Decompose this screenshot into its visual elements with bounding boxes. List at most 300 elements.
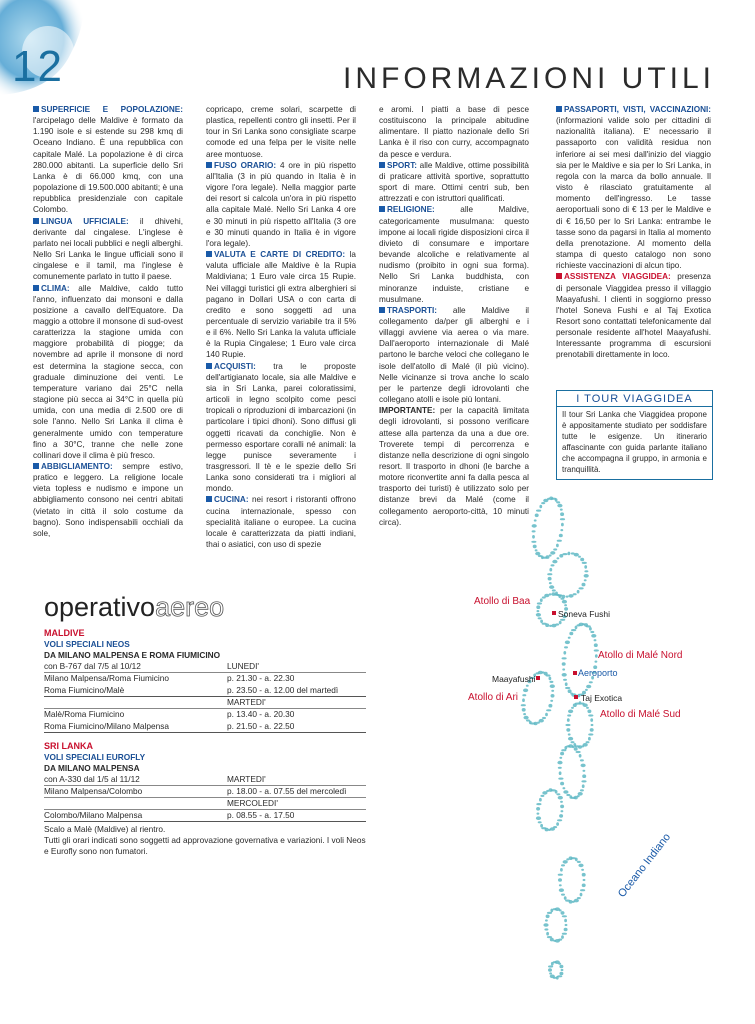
island-shape: [561, 935, 564, 939]
island-shape: [545, 674, 550, 676]
island-shape: [586, 707, 589, 709]
island-shape: [556, 544, 559, 548]
island-shape: [559, 965, 563, 969]
paragraph-clima: CLIMA: alle Maldive, caldo tutto l'anno, influenzato dai monsoni e dalla posizione a cavallo dell'Equatore. Da maggio a ottobre il monsone di sud-ovest caratterizza la stagione umida con maggiore probabilità di piogge; da novembre ad aprile il monsone di nord est determina la stagione secca, con graduale diminuzione dei venti. Le temperature variano dai 25°C nella stagione più secca ai 34°C in quella più umida, con una media di 2.500 ore di sole l'anno. Nello Sri Lanka il clima è generalmente umido con temperature fino a 30°C, tranne che nelle zone collinari dove il clima è più fresco.: [33, 283, 183, 460]
island-shape: [577, 861, 581, 863]
island-shape: [562, 662, 566, 666]
island-shape: [552, 560, 557, 564]
island-shape: [577, 897, 581, 899]
text-column-3: [379, 104, 529, 528]
island-shape: [565, 682, 568, 686]
bullet-square-icon: [556, 273, 562, 279]
text-column-1: [33, 104, 183, 539]
island-shape: [535, 552, 540, 556]
island-shape: [562, 668, 565, 670]
island-shape: [589, 627, 592, 631]
flight-row: [44, 685, 366, 697]
paragraph-valuta: VALUTA E CARTE DI CREDITO: la valuta ufficiale alle Maldive è la Rupia Maldiviana; 1 Euro vale circa 15 Rupie. Nei villaggi turistici gli extra alberghieri si pagano in Dollari USA o con carta di credito e sono soggetti ad una percentuale di servizio variabile tra il 5% e il 6%. Nello Sri Lanka la valuta ufficiale è la Rupia Cingalese; 1 Euro vale circa 140 Rupie.: [206, 250, 356, 360]
island-shape: [561, 894, 565, 896]
island-shape: [552, 589, 556, 591]
island-shape: [559, 534, 563, 538]
island-shape: [564, 919, 567, 923]
island-shape: [564, 928, 568, 932]
island-shape: [575, 626, 578, 630]
island-shape: [568, 594, 573, 598]
island-shape: [565, 924, 568, 926]
flight-time-cell: p. 13.40 - a. 20.30: [227, 709, 295, 719]
island-shape: [575, 858, 578, 862]
island-shape: [532, 524, 537, 528]
island-shape: [560, 619, 565, 621]
island-shape: [544, 928, 548, 930]
island-shape: [563, 790, 568, 794]
srilanka-subheading: VOLI SPECIALI EUROFLY: [44, 752, 146, 762]
island-shape: [557, 819, 562, 821]
flight-route-cell: Milano Malpensa/Roma Fiumicino: [44, 673, 169, 683]
island-shape: [561, 911, 565, 915]
island-shape: [568, 689, 572, 693]
island-shape: [562, 915, 567, 917]
flight-route-cell: con B-767 dal 7/5 al 10/12: [44, 661, 141, 671]
island-shape: [550, 684, 555, 688]
island-shape: [523, 713, 526, 715]
text-column-2: [206, 104, 356, 550]
island-shape: [560, 509, 563, 511]
srilanka-rows: [44, 774, 366, 822]
text-column-4: [556, 104, 711, 361]
paragraph-superficie: SUPERFICIE E POPOLAZIONE: l'arcipelago delle Maldive è formato da 1.190 isole e si estende su 298 kmq di Oceano Indiano. È una repubblica con capitale Malé. La popolazione è di circa 280.000 abitanti. La superficie dello Sri Lanka è di 66.000 kmq, con una popolazione di 19.500.000 abitanti; è una repubblica presidenziale con capitale Colombo.: [33, 105, 183, 215]
operativo-title-light: aereo: [155, 592, 225, 622]
island-shape: [549, 625, 552, 627]
island-shape: [582, 873, 586, 877]
island-shape: [556, 793, 560, 795]
island-shape: [578, 792, 583, 796]
maldive-heading: MALDIVE: [44, 628, 85, 638]
island-shape: [562, 553, 567, 555]
island-shape: [594, 639, 597, 641]
island-shape: [553, 548, 557, 550]
island-shape: [558, 796, 563, 800]
paragraph-lingua: LINGUA UFFICIALE: il dhivehi, derivante dal cingalese. L'inglese è parlato nei locali pubblici e negli alberghi. Nello Sri Lanka le lingue ufficiali sono il cingalese e il tamil, ma l'inglese è comunemente parlato in tutto il paese.: [33, 216, 183, 282]
flight-row: [44, 798, 366, 810]
island-shape: [526, 719, 530, 721]
bullet-square-icon: [33, 106, 39, 112]
label-atollo-ari: Atollo di Ari: [468, 692, 519, 703]
island-shape: [524, 716, 529, 720]
island-shape: [564, 896, 567, 900]
flight-row: [44, 661, 366, 673]
island-shape: [536, 510, 541, 512]
island-shape: [566, 794, 570, 796]
island-shape: [560, 868, 563, 872]
srilanka-route: DA MILANO MALPENSA: [44, 763, 140, 773]
flight-route-cell: Roma Fiumicino/Malè: [44, 685, 125, 695]
flight-route-cell: Malè/Roma Fiumicino: [44, 709, 125, 719]
island-shape: [589, 681, 593, 683]
island-shape: [572, 746, 575, 748]
island-shape: [536, 613, 541, 617]
island-shape: [581, 764, 586, 768]
island-shape: [582, 884, 586, 888]
island-shape: [550, 700, 553, 702]
page-number: 12: [12, 42, 63, 91]
island-shape: [536, 605, 540, 609]
flight-route-cell: [44, 697, 227, 708]
island-shape: [557, 761, 562, 765]
island-shape: [549, 593, 552, 595]
island-shape: [590, 728, 594, 732]
tour-box: [556, 390, 713, 480]
island-shape: [551, 624, 556, 628]
flight-route-cell: Milano Malpensa/Colombo: [44, 786, 143, 796]
island-shape: [547, 936, 552, 938]
flight-time-cell: p. 21.30 - a. 22.30: [227, 673, 295, 683]
island-shape: [549, 585, 554, 589]
bullet-square-icon: [206, 162, 212, 168]
flight-time-cell: MERCOLEDI': [227, 798, 278, 808]
island-shape: [536, 816, 541, 820]
label-aeroporto: Aeroporto: [578, 668, 618, 678]
island-shape: [526, 685, 529, 687]
paragraph-continued: e aromi. I piatti a base di pesce costituiscono la principale abitudine alimentare. Il piatto nazionale dello Sri Lanka è il riso con curry, accompagnato da pesce e verdura.: [379, 105, 529, 159]
island-shape: [574, 553, 579, 557]
flight-route-cell: Roma Fiumicino/Milano Malpensa: [44, 721, 169, 731]
island-shape: [549, 681, 553, 683]
bullet-square-icon: [206, 496, 212, 502]
island-shape: [576, 751, 581, 753]
map-islands: [521, 497, 599, 980]
island-shape: [546, 915, 550, 919]
operativo-title: [44, 592, 224, 623]
island-shape: [557, 557, 560, 559]
bullet-square-icon: [379, 162, 385, 168]
island-shape: [562, 657, 567, 659]
island-shape: [568, 737, 573, 741]
island-shape: [595, 661, 598, 663]
island-shape: [538, 821, 542, 823]
island-shape: [588, 733, 593, 735]
island-shape: [577, 590, 580, 594]
island-shape: [559, 814, 563, 818]
flight-row: [44, 774, 366, 786]
island-shape: [559, 888, 564, 892]
marker-maayafushi: [536, 676, 540, 680]
island-shape: [558, 778, 563, 780]
island-shape: [535, 549, 538, 551]
island-shape: [539, 505, 542, 509]
island-shape: [559, 884, 562, 886]
flight-route-cell: [44, 798, 227, 809]
srilanka-heading: SRI LANKA: [44, 741, 93, 751]
label-atollo-male-sud: Atollo di Malé Sud: [600, 709, 681, 720]
island-shape: [581, 780, 586, 782]
flight-row: [44, 697, 366, 709]
tour-text: Il tour Sri Lanka che Viaggidea propone è appositamente studiato per soddisfare tutte le esigenze. Un itinerario affascinante con guida parlante italiano che accompagna il gruppo, in armonia e tranquillità.: [562, 410, 707, 474]
paragraph-trasporti: TRASPORTI: alle Maldive il collegamento da/per gli alberghi e i villaggi avviene via aerea o via mare. Dall'aeroporto internazionale di Malé partono le barche veloci che collegano le isole dell'atollo di Malé (il più vicino). Nelle vicinanze si trova anche lo scalo per le partenze degli idrovolanti che collegano atolli e isole più lontani.: [379, 305, 529, 405]
island-shape: [542, 623, 547, 625]
island-shape: [582, 562, 587, 564]
flight-time-cell: MARTEDI': [227, 697, 266, 707]
island-shape: [561, 969, 564, 971]
operativo-title-bold: operativo: [44, 592, 156, 622]
island-shape: [559, 621, 562, 625]
island-shape: [522, 698, 525, 702]
island-shape: [563, 787, 566, 789]
island-shape: [571, 707, 574, 709]
island-shape: [582, 774, 586, 778]
tour-heading: I TOUR VIAGGIDEA: [557, 391, 712, 407]
island-shape: [548, 965, 553, 967]
paragraph-religione: RELIGIONE: alle Maldive, categoricamente musulmana: questo impone ai locali rigide disposizioni circa il divieto di consumare e importare bevande alcoliche e relativamente al nudismo (proibito in ogni sua forma). Nello Sri Lanka buddhista, con minoranze induiste, cristiane e musulmane.: [379, 205, 529, 304]
island-shape: [537, 602, 542, 604]
island-shape: [537, 813, 540, 815]
island-shape: [551, 564, 555, 566]
island-shape: [542, 717, 546, 719]
flight-time-cell: p. 18.00 - a. 07.55 del mercoledì: [227, 786, 347, 796]
island-shape: [560, 782, 564, 786]
bullet-square-icon: [379, 206, 385, 212]
island-shape: [546, 932, 549, 936]
flight-row: [44, 673, 366, 685]
island-shape: [568, 733, 571, 735]
island-shape: [532, 535, 535, 539]
paragraph-cucina: CUCINA: nei resort i ristoranti offrono cucina internazionale, spesso con specialità italiane o europee. La cucina locale è caratterizzata da piatti indiani, thai o asiatici, con uso di spezie: [206, 495, 356, 550]
island-shape: [562, 600, 567, 604]
island-shape: [580, 759, 584, 761]
island-shape: [560, 801, 563, 803]
island-shape: [557, 504, 562, 508]
island-shape: [569, 795, 572, 799]
island-shape: [558, 767, 562, 769]
island-shape: [557, 540, 562, 542]
island-shape: [558, 595, 561, 599]
island-shape: [547, 573, 552, 575]
island-shape: [588, 714, 593, 716]
flight-time-cell: LUNEDI': [227, 661, 260, 671]
island-shape: [566, 728, 570, 732]
island-shape: [522, 694, 526, 696]
island-shape: [584, 574, 589, 578]
island-shape: [569, 632, 573, 636]
island-shape: [584, 565, 587, 569]
island-shape: [590, 631, 594, 633]
island-shape: [560, 529, 563, 531]
island-shape: [580, 789, 584, 791]
bullet-square-icon: [33, 218, 39, 224]
island-shape: [568, 710, 573, 714]
flight-row: [44, 786, 366, 798]
island-shape: [565, 687, 570, 689]
island-shape: [578, 556, 581, 558]
paragraph-assistenza: ASSISTENZA VIAGGIDEA: presenza di personale Viaggidea presso il villaggio Maayafushi. I clienti in soggiorno presso l'hotel Soneva Fushi e al Taj Exotica Resort sono contattati telefonicamente dal personale residente all'hotel Maayafushi. Interessante programma di escursioni prenotabili direttamente in loco.: [556, 272, 711, 360]
paragraph-passaporti: PASSAPORTI, VISTI, VACCINAZIONI: (informazioni valide solo per cittadini di nazionalità italiana). E' necessario il passaporto con validità residua non inferiore ai sei mesi dall'inizio del viaggio sia per le Maldive e sia per lo Sri Lanka, in regola con la marca da bollo annuale. Il visto è rilasciato gratuitamente al momento dell'ingresso. Le tasse aeroportuali sono di € 13 per le Maldive e di € 16,50 per lo Sri Lanka: entrambe le tasse sono da pagarsi in Italia al momento della prenotazione. Al momento della stampa di questo catalogo non sono richieste vaccinazioni di alcun tipo.: [556, 105, 711, 271]
island-shape: [556, 501, 560, 503]
marker-aeroporto: [573, 671, 577, 675]
paragraph-abbigliamento: ABBIGLIAMENTO: sempre estivo, pratico e leggero. La religione locale vieta topless e nudismo e impone un abbigliamento consono nei centri abitati (vietato in città il solo costume da bagno). Sono indispensabili occhiali da sole,: [33, 462, 183, 538]
label-soneva-fushi: Soneva Fushi: [558, 609, 610, 619]
paragraph-sport: SPORT: alle Maldive, ottime possibilità di praticare attività sportive, soprattutto sport di mare. Ottimi centri sub, ben attrezzati e con istruttori qualificati.: [379, 160, 529, 204]
bullet-square-icon: [556, 106, 562, 112]
island-shape: [545, 919, 548, 921]
island-shape: [549, 677, 552, 681]
island-shape: [536, 807, 540, 811]
bullet-square-icon: [33, 463, 39, 469]
island-shape: [583, 770, 586, 772]
island-shape: [582, 583, 586, 587]
island-shape: [565, 724, 570, 726]
flight-time-cell: p. 21.50 - a. 22.50: [227, 721, 295, 731]
island-shape: [566, 596, 569, 598]
island-shape: [565, 900, 570, 902]
island-shape: [590, 718, 593, 722]
island-shape: [558, 878, 562, 882]
island-shape: [551, 694, 555, 698]
island-shape: [550, 975, 555, 979]
island-shape: [591, 634, 596, 638]
flight-route-cell: con A-330 dal 1/5 al 11/12: [44, 774, 140, 784]
island-shape: [563, 679, 567, 681]
island-shape: [571, 741, 575, 743]
island-shape: [538, 617, 542, 619]
island-shape: [560, 598, 564, 600]
island-shape: [539, 798, 542, 802]
island-shape: [544, 594, 549, 598]
island-shape: [547, 912, 552, 914]
label-taj-exotica: Taj Exotica: [581, 693, 623, 703]
island-shape: [573, 593, 577, 595]
flight-route-cell: Colombo/Milano Malpensa: [44, 810, 143, 820]
page-title: INFORMAZIONI UTILI: [343, 62, 715, 95]
island-shape: [549, 972, 552, 974]
island-shape: [535, 514, 539, 518]
island-shape: [586, 685, 591, 689]
flight-row: [44, 810, 366, 822]
island-shape: [561, 864, 565, 866]
bullet-square-icon: [206, 363, 212, 369]
label-atollo-male-nord: Atollo di Malé Nord: [598, 650, 683, 661]
island-shape: [584, 570, 588, 572]
island-shape: [559, 909, 562, 911]
island-shape: [559, 771, 562, 775]
label-oceano-indiano: Oceano Indiano: [615, 831, 674, 900]
island-shape: [558, 874, 563, 876]
island-shape: [540, 620, 543, 624]
island-shape: [584, 579, 587, 581]
island-shape: [534, 519, 537, 521]
island-shape: [559, 972, 563, 976]
island-shape: [563, 860, 568, 864]
paragraph-acquisti: ACQUISTI: tra le proposte dell'artigianato locale, sia alle Maldive e sia in Sri Lanka, parei coloratissimi, articoli in legno scolpito come pesci tropicali o riproduzioni di imbarcazioni (in particolare i tipici dhoni). Sono diffusi gli oggetti ricavati da conchiglie. Non è permesso esportare coralli né animali: la legge punisce severamente i trasgressori. Il tè e le spezie dello Sri Lanka sono considerati tra i migliori al mondo.: [206, 361, 356, 494]
island-shape: [536, 803, 541, 805]
island-shape: [570, 693, 573, 695]
island-shape: [537, 610, 540, 612]
island-shape: [591, 724, 594, 726]
island-shape: [523, 689, 528, 693]
island-shape: [540, 824, 543, 828]
island-shape: [543, 923, 548, 927]
island-shape: [578, 864, 583, 868]
flight-time-cell: p. 23.50 - a. 12.00 del martedì: [227, 685, 339, 695]
island-shape: [568, 637, 571, 639]
island-shape: [562, 933, 567, 935]
island-shape: [548, 968, 552, 972]
island-shape: [564, 646, 568, 648]
island-shape: [555, 498, 558, 502]
bullet-square-icon: [33, 285, 39, 291]
island-shape: [561, 810, 564, 812]
maldive-rows: [44, 661, 366, 733]
island-shape: [531, 541, 536, 543]
island-shape: [567, 714, 571, 716]
island-shape: [541, 502, 545, 504]
maldives-map: [440, 480, 740, 1020]
paragraph-importante: IMPORTANTE: per la capacità limitata degli idrovolanti, si possono verificare attese alla partenza da una a due ore. Troverete tempi di percorrenza e distanze nella descrizione di ogni singolo resort. Il trasporto in dhoni (le barche a motore riconvertite anni fa dalla pesca al trasporto dei turisti) è utilizzato solo per distanze brevi da Malé (come il collegamento aeroporto-città, 10 minuti circa).: [379, 406, 529, 527]
island-shape: [550, 551, 555, 555]
island-shape: [579, 587, 584, 589]
island-shape: [541, 827, 546, 829]
island-shape: [551, 690, 554, 692]
island-shape: [564, 604, 567, 606]
island-shape: [594, 643, 598, 647]
island-shape: [545, 713, 548, 717]
island-shape: [560, 805, 564, 809]
label-maayafushi: Maayafushi: [492, 674, 536, 684]
island-shape: [532, 530, 536, 532]
paragraph-fuso-orario: FUSO ORARIO: 4 ore in più rispetto all'Italia (3 in più quando in Italia è in vigore l'ora legale). Nella maggior parte dei resort si calcola un'ora in più rispetto alla capitale Malé. Nello Sri Lanka 4 ore e 30 minuti in più rispetto all'Italia (3 ore e 30 minuti quando in Italia è in vigore l'ora legale).: [206, 160, 356, 248]
island-shape: [540, 598, 543, 602]
flight-time-cell: MARTEDI': [227, 774, 266, 784]
marker-soneva-fushi: [552, 611, 556, 615]
island-shape: [579, 754, 582, 758]
island-shape: [546, 709, 551, 711]
island-shape: [568, 552, 571, 556]
island-shape: [580, 893, 583, 897]
island-shape: [581, 869, 584, 871]
island-shape: [582, 784, 585, 788]
island-shape: [560, 512, 564, 516]
island-shape: [583, 879, 586, 881]
flights-table: [44, 626, 366, 857]
island-shape: [556, 822, 559, 826]
island-shape: [586, 741, 590, 743]
island-shape: [549, 582, 552, 584]
bullet-square-icon: [379, 307, 385, 313]
island-shape: [555, 790, 558, 794]
island-shape: [521, 704, 526, 706]
island-shape: [533, 545, 537, 549]
island-shape: [560, 752, 564, 756]
flight-row: [44, 721, 366, 733]
bullet-square-icon: [206, 251, 212, 257]
island-shape: [580, 558, 584, 562]
island-shape: [563, 651, 566, 655]
maldive-subheading: VOLI SPECIALI NEOS: [44, 639, 130, 649]
island-shape: [585, 689, 588, 691]
island-shape: [549, 568, 552, 572]
island-shape: [540, 795, 544, 797]
island-shape: [561, 523, 564, 527]
flight-note-1: Scalo a Malè (Maldive) al rientro.: [44, 824, 166, 834]
paragraph-continued: copricapo, creme solari, scarpette di plastica, repellenti contro gli insetti. Per il tour in Sri Lanka sono consigliate scarpe comode ed una felpa per le visite nelle aree montuose.: [206, 105, 356, 159]
island-shape: [522, 708, 526, 712]
island-shape: [588, 737, 591, 741]
island-shape: [574, 747, 578, 751]
island-shape: [559, 757, 562, 759]
island-shape: [587, 710, 591, 714]
maldive-route: DA MILANO MALPENSA E ROMA FIUMICINO: [44, 650, 221, 660]
island-shape: [565, 641, 570, 645]
island-shape: [580, 889, 585, 891]
